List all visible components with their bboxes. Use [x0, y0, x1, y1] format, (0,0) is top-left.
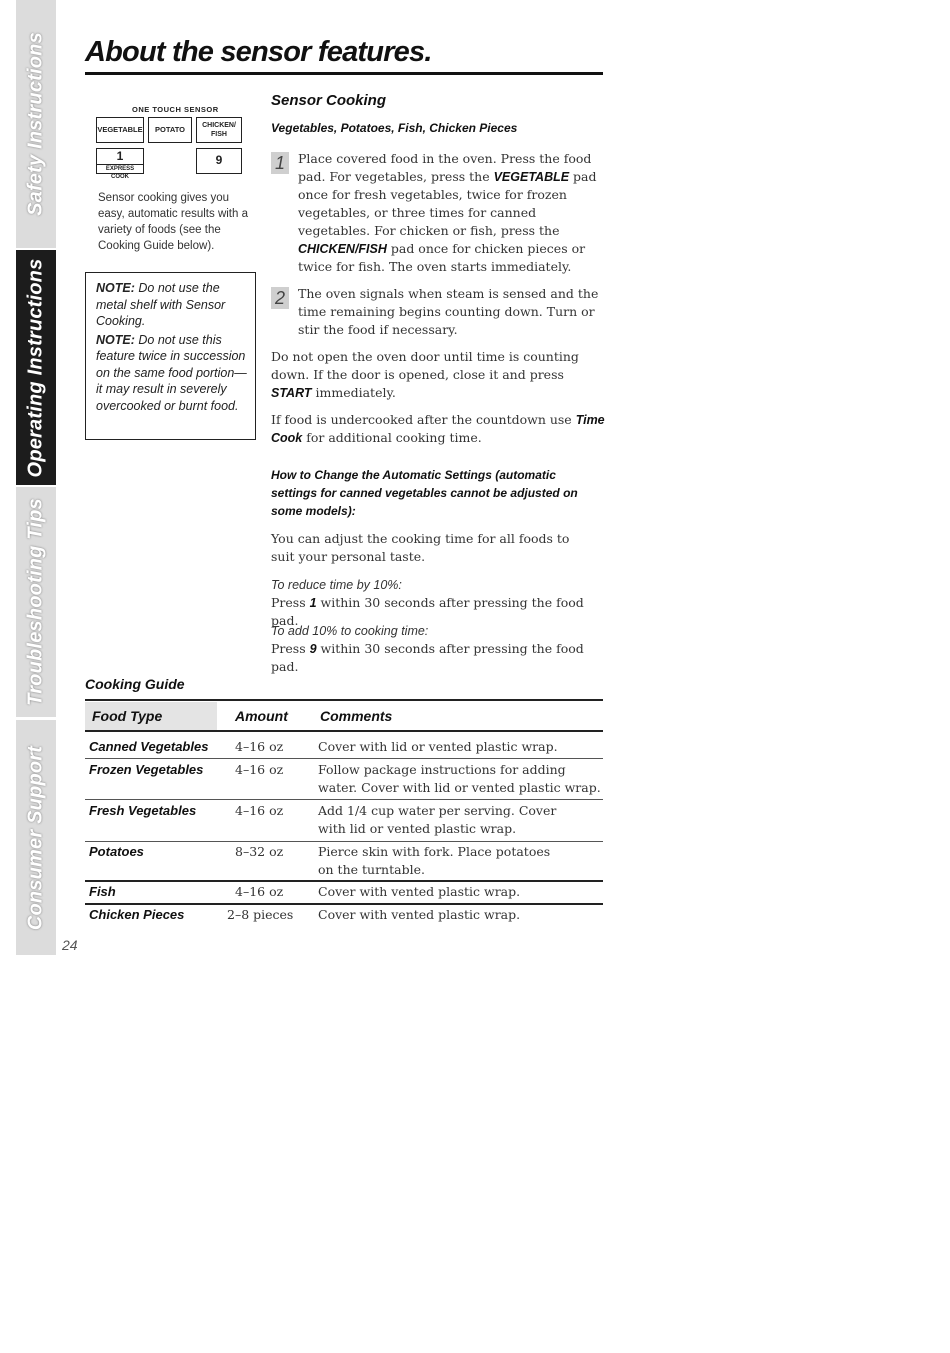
row-amount: 4–16 oz — [235, 803, 284, 818]
tab-consumer-support[interactable] — [16, 720, 56, 955]
add-label: To add 10% to cooking time: — [271, 624, 429, 638]
chicken-fish-key: CHICKEN/ FISH — [196, 117, 242, 143]
step-2 — [271, 285, 606, 339]
step-1 — [271, 150, 606, 276]
col-header-amount: Amount — [235, 708, 288, 724]
section-title: Sensor Cooking — [271, 92, 387, 109]
potato-key: POTATO — [148, 117, 192, 143]
row-food: Canned Vegetables — [89, 739, 209, 754]
note-1: NOTE: Do not use the metal shelf with Sensor Cooking. — [96, 281, 226, 328]
express-cook-label: EXPRESS COOK — [97, 164, 143, 181]
row-comments: Follow package instructions for adding water. Cover with lid or vented plastic wrap. — [318, 762, 601, 795]
change-intro: You can adjust the cooking time for all foods to suit your personal taste. — [271, 531, 570, 564]
row-amount: 2–8 pieces — [227, 907, 294, 922]
panel-caption: Sensor cooking gives you easy, automatic results with a variety of foods (see the Cooking Guide below). — [98, 192, 248, 252]
key-one: 1 — [116, 149, 124, 163]
row-divider — [85, 799, 603, 800]
reduce-label: To reduce time by 10%: — [271, 578, 402, 592]
tab-operating-instructions[interactable] — [16, 250, 56, 485]
row-food: Fish — [89, 884, 116, 899]
col-header-food: Food Type — [92, 708, 163, 724]
tab-label: Safety Instructions — [24, 32, 47, 216]
row-food: Frozen Vegetables — [89, 762, 204, 777]
row-amount: 4–16 oz — [235, 739, 284, 754]
step-number-2: 2 — [271, 287, 289, 309]
undercooked-paragraph: If food is undercooked after the countdown use Time Cook for additional cooking time. — [271, 412, 605, 445]
row-comments: Cover with lid or vented plastic wrap. — [318, 739, 558, 754]
title-rule — [85, 72, 603, 75]
row-comments: Cover with vented plastic wrap. — [318, 907, 521, 922]
sensor-cooking-section — [271, 92, 606, 137]
tab-safety-instructions[interactable] — [16, 0, 56, 248]
row-comments: Cover with vented plastic wrap. — [318, 884, 521, 899]
row-amount: 4–16 oz — [235, 884, 284, 899]
row-comments: Add 1/4 cup water per serving. Cover with lid or vented plastic wrap. — [318, 803, 557, 836]
page-number: 24 — [62, 937, 78, 953]
express-cook-key — [96, 148, 144, 180]
add-time: To add 10% to cooking time: Press 9 within 30 seconds after pressing the food pad. — [271, 622, 606, 676]
note-2: NOTE: Do not use this feature twice in succession on the same food portion— it may result in severely overcooked or burnt food. — [96, 332, 247, 413]
header-bottom-rule — [85, 730, 603, 732]
row-amount: 4–16 oz — [235, 762, 284, 777]
section-sidebar — [16, 0, 56, 955]
cooking-guide-title: Cooking Guide — [85, 676, 185, 692]
step-2-text: The oven signals when steam is sensed and the time remaining begins counting down. Turn or stir the food if necessary. — [298, 286, 599, 337]
page-title: About the sensor features. — [85, 36, 432, 68]
change-settings-heading: How to Change the Automatic Settings (automatic settings for canned vegetables cannot be adjusted on some models): — [271, 468, 578, 518]
row-divider — [85, 880, 603, 882]
guide-top-rule — [85, 699, 603, 701]
reduce-time: To reduce time by 10%: Press 1 within 30 seconds after pressing the food pad. — [271, 576, 606, 630]
step-1-text: Place covered food in the oven. Press the food pad. For vegetables, press the VEGETABLE pad once for fresh vegetables, twice for frozen vegetables, or three times for canned vegetables. For chicken or fish, press the CHICKEN/FISH pad once for chicken pieces or twice for fish. The oven starts immediately. — [298, 151, 597, 274]
row-divider — [85, 903, 603, 905]
tab-label: Troubleshooting Tips — [24, 498, 47, 706]
tab-troubleshooting-tips[interactable] — [16, 487, 56, 717]
row-food: Potatoes — [89, 844, 144, 859]
door-paragraph: Do not open the oven door until time is counting down. If the door is opened, close it and press START immediately. — [271, 349, 579, 400]
key-nine: 9 — [196, 148, 242, 174]
row-divider — [85, 758, 603, 759]
row-food: Fresh Vegetables — [89, 803, 197, 818]
section-subtitle: Vegetables, Potatoes, Fish, Chicken Pieces — [271, 121, 518, 135]
row-food: Chicken Pieces — [89, 907, 185, 922]
step-number-1: 1 — [271, 152, 289, 174]
row-amount: 8–32 oz — [235, 844, 284, 859]
tab-label: Consumer Support — [24, 745, 47, 930]
row-divider — [85, 841, 603, 842]
one-touch-sensor-label: ONE TOUCH SENSOR — [132, 105, 219, 114]
col-header-comments: Comments — [320, 708, 393, 724]
vegetable-key: VEGETABLE — [96, 117, 144, 143]
row-comments: Pierce skin with fork. Place potatoes on the turntable. — [318, 844, 551, 877]
note-box — [85, 272, 256, 440]
tab-label: Operating Instructions — [24, 258, 47, 477]
